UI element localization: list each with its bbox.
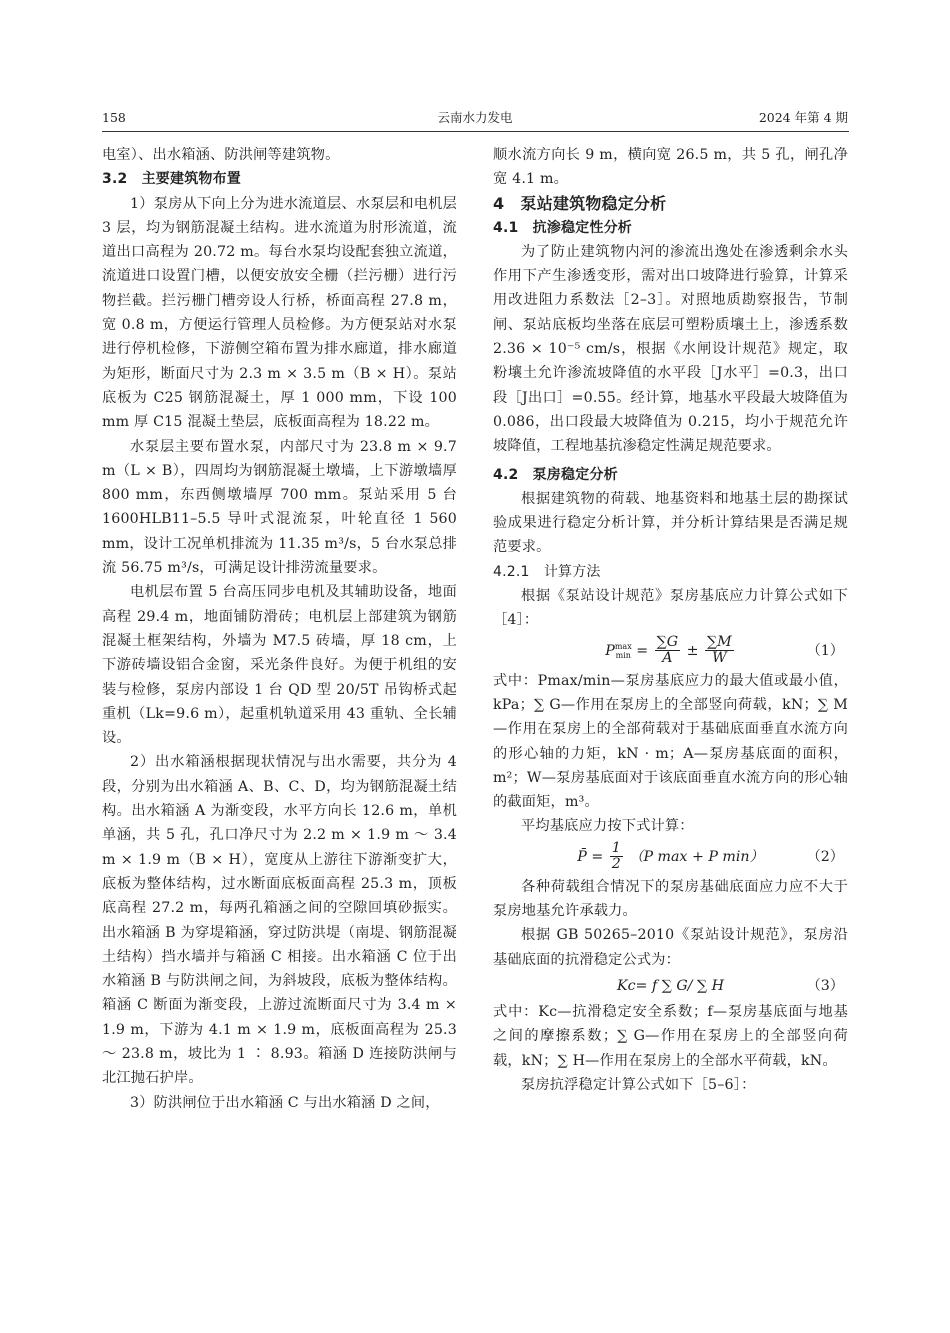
eq3-body: Kc= f ∑ G/ ∑ H — [617, 977, 724, 994]
eq1-subscript: max min — [614, 641, 632, 660]
paragraph: 泵房抗浮稳定计算公式如下［5–6］： — [521, 1076, 756, 1093]
paragraph: 式中：Kc—抗滑稳定安全系数；f—泵房基底面与地基之间的摩擦系数；∑ G—作用在泵房上的全部竖向荷载，kN；∑ H—作用在泵房上的全部水平荷载，kN。 — [493, 1003, 848, 1069]
paragraph: 各种荷载组合情况下的泵房基础底面应力应不大于泵房地基允许承载力。 — [493, 878, 848, 920]
journal-title: 云南水力发电 — [437, 110, 513, 125]
eq2-rhs: （P max + P min） — [629, 848, 764, 865]
eq2-fraction: $\frac{1}{2}$ — [611, 840, 621, 873]
section-heading-4-2-1: 4.2.1 计算方法 — [493, 563, 601, 580]
eq1-fraction-1: $\frac{\sum G}{A}$ — [656, 634, 679, 667]
paragraph: 3）防洪闸位于出水箱涵 C 与出水箱涵 D 之间， — [130, 1094, 440, 1111]
paragraph: 式中：Pmax/min—泵房基底应力的最大值或最小值，kPa；∑ G—作用在泵房上的全部竖向荷载，kN；∑ M—作用在泵房上的全部荷载对于基础底面垂直水流方向的形心轴的力矩，kN · m；A—泵房基底面的面积，m²；W—泵房基底面对于该底面垂直水流方向的形心轴的截面矩，m³。 — [493, 672, 848, 811]
equation-number: （1） — [806, 642, 844, 659]
paragraph: 根据建筑物的荷载、地基资料和地基土层的勘探试验成果进行稳定分析计算，并分析计算结果是否满足规范要求。 — [493, 490, 848, 556]
paragraph: 水泵层主要布置水泵，内部尺寸为 23.8 m × 9.7 m（L × B），四周均为钢筋混凝土墩墙，上下游墩墙厚 800 mm，东西侧墩墙厚 700 mm。泵站采用 5 台 1600HLB11–5.5 导叶式混流泵，叶轮直径 1 560 mm，设计工况单机排流为 11.35 m³/s，5 台水泵总排流 56.75 m³/s，可满足设计排涝流量要求。 — [102, 438, 457, 577]
paragraph: 电室）、出水箱涵、防洪闸等建筑物。 — [102, 147, 340, 163]
paragraph: 为了防止建筑物内河的渗流出逸处在渗透剩余水头作用下产生渗透变形，需对出口坡降进行验算，计算采用改进阻力系数法［2–3］。对照地质勘察报告，节制闸、泵站底板均坐落在底层可塑粉质壤土上，渗透系数 2.36 × 10⁻⁵ cm/s，根据《水闸设计规范》规定，取粉壤土允许渗流坡降值的水平段［J水平］=0.3，出口段［J出口］=0.55。经计算，地基水平段最大坡降值为 0.086，出口段最大坡降值为 0.215，均小于规范允许坡降值，工程地基抗渗稳定性满足规范要求。 — [493, 243, 848, 455]
section-heading-4-2: 4.2 泵房稳定分析 — [493, 466, 618, 483]
issue-label: 2024 年第 4 期 — [758, 110, 848, 125]
paragraph: 平均基底应力按下式计算： — [521, 818, 694, 835]
section-heading-3-2: 3.2 主要建筑物布置 — [102, 171, 242, 188]
paragraph: 2）出水箱涵根据现状情况与出水需要，共分为 4 段，分别为出水箱涵 A、B、C、D，均为钢筋混凝土结构。出水箱涵 A 为渐变段，水平方向长 12.6 m，单机单涵，共 5 孔，孔口净尺寸为 2.2 m × 1.9 m ～ 3.4 m × 1.9 m（B × H），宽度从上游往下游渐变扩大，底板为整体结构，过水断面底板面高程 25.3 m，顶板底高程 27.2 m，每两孔箱涵之间的空隙回填砂振实。出水箱涵 B 为穿堤箱涵，穿过防洪堤（南堤、钢筋混凝土结构）挡水墙并与箱涵 C 相接。出水箱涵 C 位于出水箱涵 B 与防洪闸之间，为斜坡段，底板为整体结构。箱涵 C 断面为渐变段，上游过流断面尺寸为 3.4 m × 1.9 m，下游为 4.1 m × 1.9 m，底板面高程为 25.3 ～ 23.8 m，坡比为 1 ∶ 8.93。箱涵 D 连接防洪闸与北江抛石护岸。 — [102, 754, 457, 1087]
paragraph: 根据 GB 50265–2010《泵站设计规范》，泵房沿基础底面的抗滑稳定公式为： — [493, 927, 848, 968]
eq1-lhs: P — [605, 642, 615, 659]
page-number: 158 — [102, 110, 126, 125]
left-column — [102, 143, 457, 1115]
paragraph: 顺水流方向长 9 m，横向宽 26.5 m，共 5 孔，闸孔净宽 4.1 m。 — [493, 147, 848, 188]
eq2-lhs: P̄ = — [577, 848, 604, 865]
equation-2 — [493, 839, 848, 875]
section-heading-4: 4 泵站建筑物稳定分析 — [493, 193, 667, 213]
equation-number: （3） — [806, 977, 844, 994]
eq1-equals: = — [636, 642, 649, 659]
equation-1 — [493, 633, 848, 669]
paragraph: 根据《泵站设计规范》泵房基底应力计算公式如下［4］： — [493, 588, 848, 629]
header-rule — [102, 131, 849, 132]
eq1-fraction-2: $\frac{\sum M}{W}$ — [707, 634, 732, 667]
equation-3 — [493, 972, 848, 1000]
section-heading-4-1: 4.1 抗渗稳定性分析 — [493, 219, 633, 236]
right-column — [493, 143, 848, 1097]
eq1-plus-minus: ± — [686, 642, 699, 659]
equation-number: （2） — [806, 848, 844, 865]
paragraph: 1）泵房从下向上分为进水流道层、水泵层和电机层 3 层，均为钢筋混凝土结构。进水流道为肘形流道，流道出口高程为 20.72 m。每台水泵均设配套独立流道，流道进口设置门槽，以便安放安全栅（拦污栅）进行污物拦截。拦污栅门槽旁设人行桥，桥面高程 27.8 m，宽 0.8 m，方便运行管理人员检修。为方便泵站对水泵进行停机检修，下游侧空箱布置为排水廊道，排水廊道为矩形，断面尺寸为 2.3 m × 3.5 m（B × H）。泵站底板为 C25 钢筋混凝土，厚 1 000 mm，下设 100 mm 厚 C15 混凝土垫层，底板面高程为 18.22 m。 — [102, 195, 457, 431]
paragraph: 电机层布置 5 台高压同步电机及其辅助设备，地面高程 29.4 m，地面铺防滑砖；电机层上部建筑为钢筋混凝土框架结构，外墙为 M7.5 砖墙，厚 18 cm，上下游砖墙设铝合金窗，采光条件良好。为便于机组的安装与检修，泵房内部设 1 台 QD 型 20/5T 吊钩桥式起重机（Lk=9.6 m），起重机轨道采用 43 重轨、全长辅设。 — [102, 584, 457, 747]
